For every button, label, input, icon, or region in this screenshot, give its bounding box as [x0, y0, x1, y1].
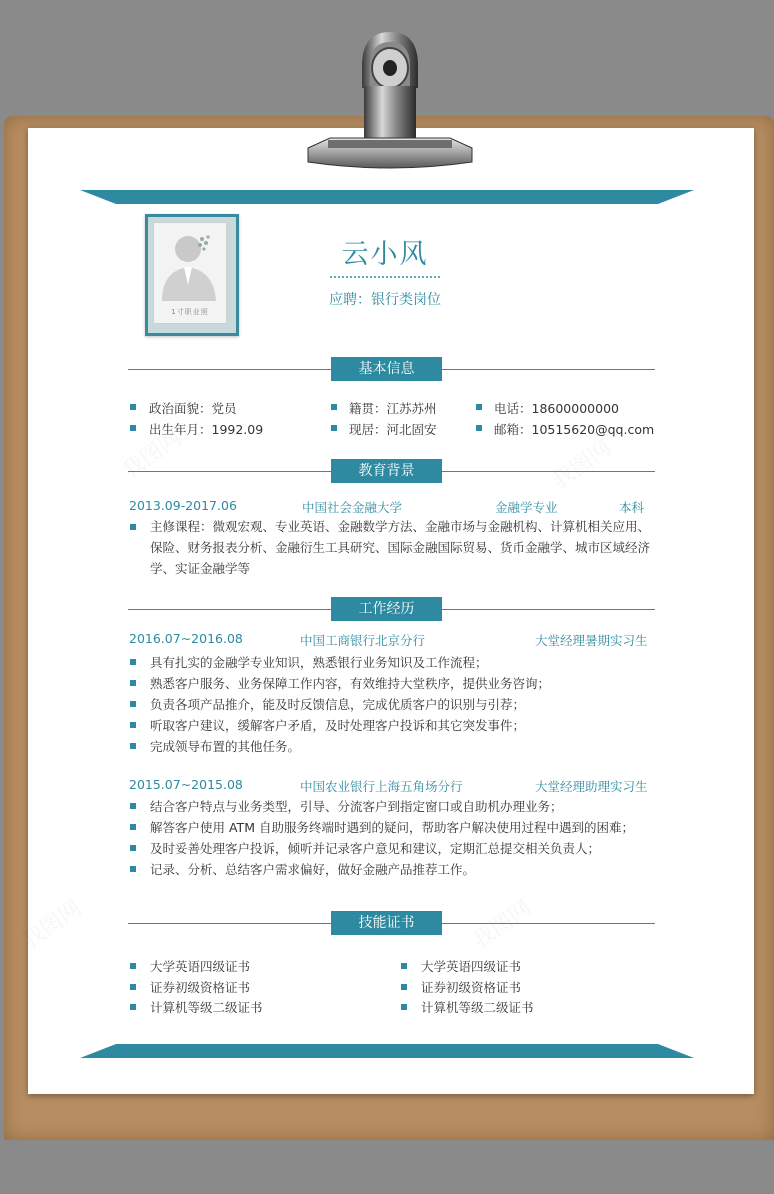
section-basic-heading: 基本信息: [331, 357, 442, 381]
bullet-icon: [130, 824, 136, 830]
skill-item: 证券初级资格证书: [150, 980, 251, 995]
bullet-icon: [130, 659, 136, 665]
job2-bullet: 记录、分析、总结客户需求偏好，做好金融产品推荐工作。: [150, 862, 476, 877]
job1-bullet: 完成领导布置的其他任务。: [150, 739, 301, 754]
skill-item: 证券初级资格证书: [421, 980, 522, 995]
info-email: 邮箱：10515620@qq.com: [494, 422, 655, 437]
edu-major: 金融学专业: [495, 500, 558, 515]
section-education-heading: 教育背景: [331, 459, 442, 483]
bullet-icon: [130, 963, 136, 969]
bullet-icon: [130, 743, 136, 749]
job1-title: 大堂经理暑期实习生: [535, 633, 648, 648]
bullet-icon: [401, 984, 407, 990]
bottom-accent-bar: [80, 1044, 694, 1058]
photo-placeholder: [153, 222, 227, 324]
bullet-icon: [331, 425, 337, 431]
name-divider: [330, 276, 440, 278]
binder-clip-icon: [300, 28, 480, 178]
info-politics: 政治面貌：党员: [149, 401, 237, 416]
candidate-name: 云小风: [341, 239, 429, 270]
bullet-icon: [401, 1004, 407, 1010]
bullet-icon: [130, 803, 136, 809]
edu-date: 2013.09-2017.06: [129, 498, 237, 513]
bullet-icon: [401, 963, 407, 969]
job1-bullet: 具有扎实的金融学专业知识，熟悉银行业务知识及工作流程；: [150, 655, 488, 670]
bullet-icon: [130, 404, 136, 410]
applied-position: 应聘：银行类岗位: [329, 292, 441, 308]
skill-item: 大学英语四级证书: [150, 959, 251, 974]
edu-courses: 主修课程：微观宏观、专业英语、金融数学方法、金融市场与金融机构、计算机相关应用、保险、财务报表分析、金融衍生工具研究、国际金融国际贸易、货币金融学、城市区域经济学、实证金融学等: [150, 519, 651, 576]
info-birth: 出生年月：1992.09: [149, 422, 264, 437]
job2-title: 大堂经理助理实习生: [535, 779, 648, 794]
watermark: [545, 432, 617, 495]
job1-bullet: 熟悉客户服务、业务保障工作内容，有效维持大堂秩序，提供业务咨询；: [150, 676, 551, 691]
info-residence: 现居：河北固安: [349, 422, 437, 437]
job1-bullet: 听取客户建议，缓解客户矛盾，及时处理客户投诉和其它突发事件；: [150, 718, 526, 733]
bullet-icon: [130, 722, 136, 728]
bullet-icon: [130, 984, 136, 990]
bullet-icon: [476, 404, 482, 410]
bullet-icon: [130, 425, 136, 431]
job1-date: 2016.07~2016.08: [129, 631, 243, 646]
skill-item: 计算机等级二级证书: [150, 1000, 263, 1015]
job2-company: 中国农业银行上海五角场分行: [300, 779, 463, 794]
bullet-icon: [130, 701, 136, 707]
bullet-icon: [130, 866, 136, 872]
section-skills-heading: 技能证书: [331, 911, 442, 935]
bullet-icon: [130, 845, 136, 851]
bullet-icon: [476, 425, 482, 431]
job2-bullet: 解答客户使用 ATM 自助服务终端时遇到的疑问，帮助客户解决使用过程中遇到的困难；: [150, 820, 634, 835]
edu-school: 中国社会金融大学: [302, 500, 403, 515]
section-work-heading: 工作经历: [331, 597, 442, 621]
person-silhouette-icon: [154, 223, 226, 303]
job2-date: 2015.07~2015.08: [129, 777, 243, 792]
job1-bullet: 负责各项产品推介，能及时反馈信息，完成优质客户的识别与引荐；: [150, 697, 526, 712]
bullet-icon: [130, 1004, 136, 1010]
job2-bullet: 及时妥善处理客户投诉，倾听并记录客户意见和建议，定期汇总提交相关负责人；: [150, 841, 601, 856]
top-accent-bar: [80, 190, 694, 204]
photo-label: 1寸职业照: [171, 308, 209, 316]
job1-company: 中国工商银行北京分行: [300, 633, 426, 648]
skill-item: 计算机等级二级证书: [421, 1000, 534, 1015]
bullet-icon: [331, 404, 337, 410]
photo-frame: [145, 214, 239, 336]
info-phone: 电话：18600000000: [494, 401, 619, 416]
job2-bullet: 结合客户特点与业务类型，引导、分流客户到指定窗口或自助机办理业务；: [150, 799, 563, 814]
bullet-icon: [130, 680, 136, 686]
bullet-icon: [130, 524, 136, 530]
info-hometown: 籍贯：江苏苏州: [349, 401, 437, 416]
skill-item: 大学英语四级证书: [421, 959, 522, 974]
edu-degree: 本科: [619, 500, 645, 515]
